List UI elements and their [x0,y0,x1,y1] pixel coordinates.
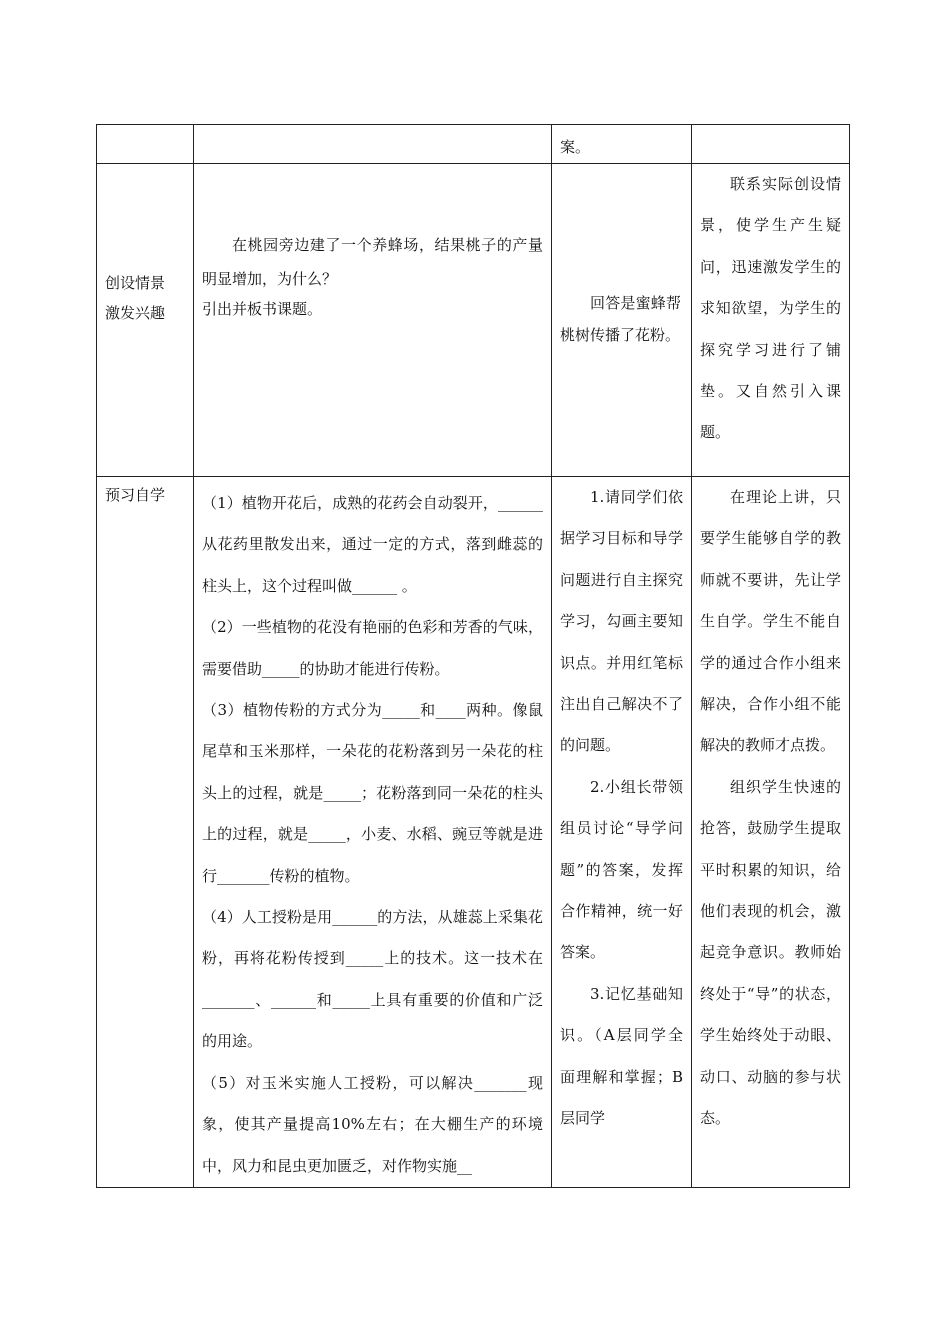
stage-label: 激发兴趣 [105,304,166,322]
content-paragraph: 在桃园旁边建了一个养蜂场，结果桃子的产量明显增加，为什么？ [202,236,543,288]
content-cell [194,125,552,164]
content-paragraph: 引出并板书课题。 [202,300,323,318]
stage-cell [97,164,194,477]
question-paragraph: （2）一些植物的花没有艳丽的色彩和芳香的气味，需要借助_____的协助才能进行传粉。 [202,618,543,678]
student-activity-cell: 回答是蜜蜂帮桃树传播了花粉。 [552,164,692,477]
student-activity-cell: 案。 [552,125,692,164]
question-paragraph: （4）人工授粉是用______的方法，从雄蕊上采集花粉，再将花粉传授到_____上的技术。这一技术在_______、______和_____上具有重要的价值和广泛的用途。 [202,908,543,1051]
stage-cell: 预习自学 [97,477,194,1188]
question-paragraph: （1）植物开花后，成熟的花药会自动裂开，______从花药里散发出来，通过一定的方式，落到雌蕊的柱头上，这个过程叫做______ 。 [202,494,543,595]
table-row [97,477,850,1188]
question-paragraph: （3）植物传粉的方式分为_____和____两种。像鼠尾草和玉米那样，一朵花的花粉落到另一朵花的柱头上的过程，就是_____；花粉落到同一朵花的柱头上的过程，就是_____，小麦、水稻、豌豆等就是进行_______传粉的植物。 [202,701,543,885]
activity-paragraph: 3.记忆基础知识。（A层同学全面理解和掌握；B层同学 [560,984,683,1128]
student-activity-cell [552,477,692,1188]
lesson-plan-table [96,124,850,1188]
stage-label: 创设情景 [105,274,166,292]
table-row [97,125,850,164]
design-intent-cell: 联系实际创设情景，使学生产生疑问，迅速激发学生的求知欲望，为学生的探究学习进行了铺垫。又自然引入课题。 [692,164,850,477]
activity-paragraph: 2.小组长带领组员讨论“导学问题”的答案，发挥合作精神，统一好答案。 [560,777,683,962]
content-cell [194,477,552,1188]
intent-paragraph: 在理论上讲，只要学生能够自学的教师就不要讲，先让学生自学。学生不能自学的通过合作小组来解决，合作小组不能解决的教师才点拨。 [700,488,841,755]
question-paragraph: （5）对玉米实施人工授粉，可以解决_______现象，使其产量提高10%左右；在大棚生产的环境中，风力和昆虫更加匮乏，对作物实施__ [202,1073,543,1175]
intent-paragraph: 组织学生快速的抢答，鼓励学生提取平时积累的知识，给他们表现的机会，激起竞争意识。教师始终处于“导”的状态，学生始终处于动眼、动口、动脑的参与状态。 [700,777,841,1128]
content-cell [194,164,552,477]
design-intent-cell [692,125,850,164]
activity-paragraph: 1.请同学们依据学习目标和导学问题进行自主探究学习，勾画主要知识点。并用红笔标注出自己解决不了的问题。 [560,488,683,755]
table-row [97,164,850,477]
stage-cell [97,125,194,164]
design-intent-cell [692,477,850,1188]
